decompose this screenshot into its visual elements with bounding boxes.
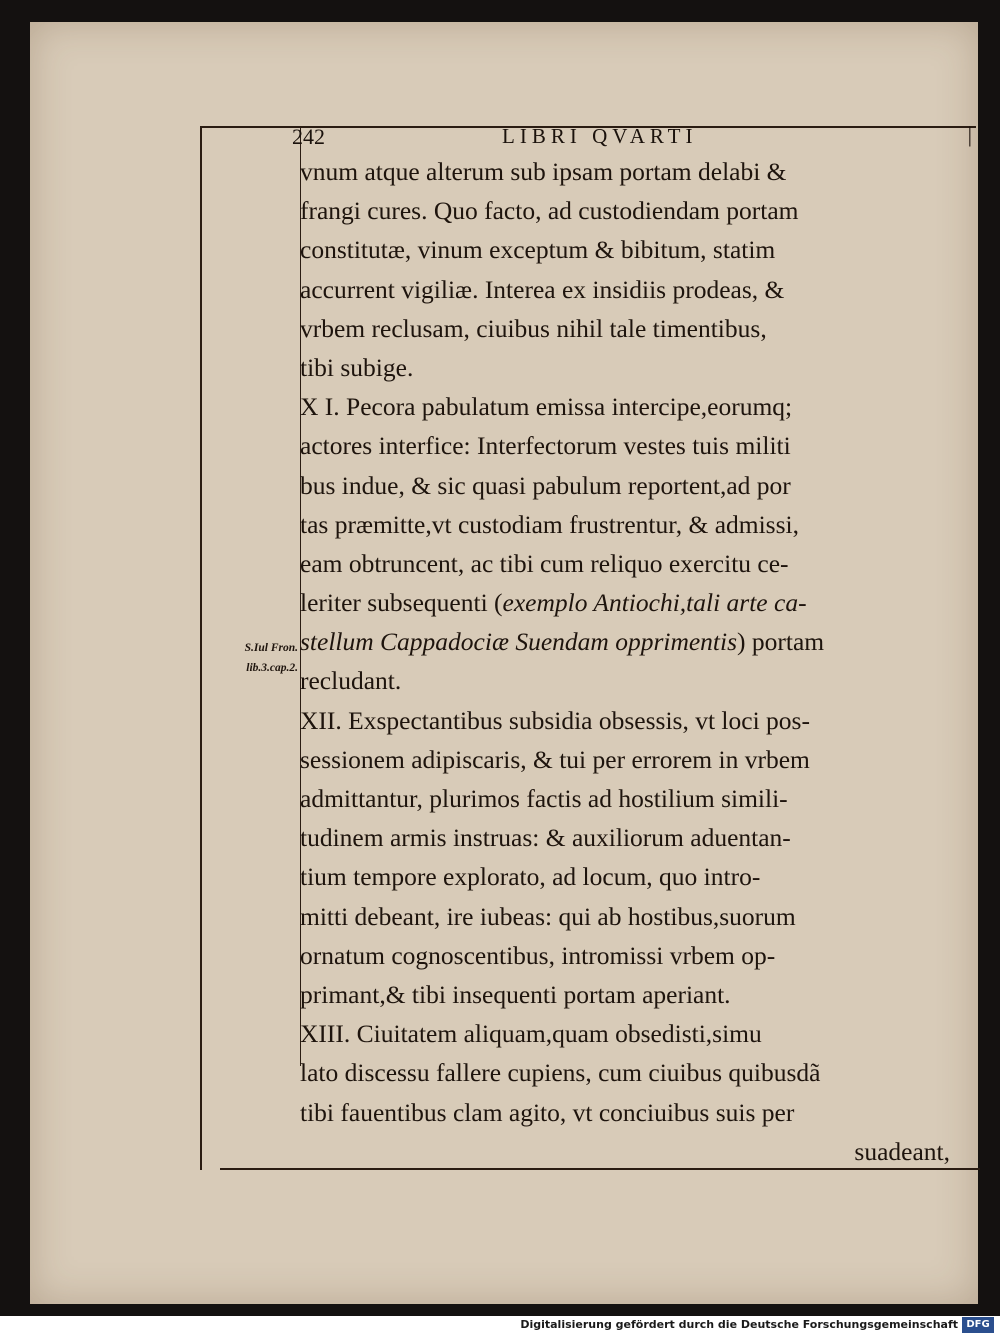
italic-example: exemplo Antiochi,tali arte ca- (502, 588, 807, 618)
text-line: primant,& tibi insequenti portam aperiant. (300, 979, 731, 1009)
text-line: vrbem reclusam, ciuibus nihil tale timentibus, (300, 313, 767, 343)
corner-mark: | (967, 122, 972, 147)
body-text (300, 152, 950, 1171)
text-line: actores interfice: Interfectorum vestes tuis militi (300, 431, 791, 461)
text-line: vnum atque alterum sub ipsam portam delabi & (300, 157, 787, 186)
funding-credit: Digitalisierung gefördert durch die Deutsche Forschungsgemeinschaft (520, 1318, 958, 1331)
page-number: 242 (292, 124, 325, 149)
text-line: accurrent vigiliæ. Interea ex insidiis prodeas, & (300, 274, 785, 304)
text-line: XIII. Ciuitatem aliquam,quam obsedisti,simu (300, 1019, 762, 1049)
text-line: sessionem adipiscaris, & tui per errorem in vrbem (300, 744, 810, 774)
footer-bar (0, 1316, 1000, 1336)
text-line: tium tempore explorato, ad locum, quo intro- (300, 862, 761, 892)
margin-note-line: S.Iul Fron. (244, 642, 298, 654)
text-line: X I. Pecora pabulatum emissa intercipe,eorumq; (300, 392, 793, 422)
text-line: tas præmitte,vt custodiam frustrentur, & admissi, (300, 509, 799, 539)
text-line: XII. Exspectantibus subsidia obsessis, vt loci pos- (300, 705, 810, 735)
text-line (300, 583, 950, 622)
running-head: LIBRI QVARTI (502, 124, 698, 148)
text-fragment: ) portam (737, 627, 825, 657)
text-line: eam obtruncent, ac tibi cum reliquo exercitu ce- (300, 548, 789, 578)
dfg-logo: DFG (962, 1317, 994, 1333)
text-line: mitti debeant, ire iubeas: qui ab hostibus,suorum (300, 901, 796, 931)
left-frame-rule (200, 126, 202, 1170)
text-line: tudinem armis instruas: & auxiliorum aduentan- (300, 823, 791, 853)
margin-note-line: lib.3.cap.2. (246, 662, 298, 674)
italic-continuation: stellum Cappadociæ Suendam opprimentis (300, 627, 738, 657)
text-line: bus indue, & sic quasi pabulum reportent,ad por (300, 470, 791, 500)
book-page (30, 22, 978, 1304)
text-line: recludant. (300, 666, 402, 696)
text-fragment: leriter subsequenti ( (300, 588, 503, 618)
text-line: admittantur, plurimos factis ad hostilium simili- (300, 784, 788, 813)
catchword-line: suadeant, (854, 1136, 950, 1166)
margin-note (206, 638, 298, 678)
text-line: tibi fauentibus clam agito, vt conciuibus suis per (300, 1097, 795, 1127)
text-line: lato discessu fallere cupiens, cum ciuibus quibusdã (300, 1058, 821, 1088)
text-line: constitutæ, vinum exceptum & bibitum, statim (300, 235, 776, 265)
text-line (300, 622, 950, 661)
text-line: ornatum cognoscentibus, intromissi vrbem op- (300, 940, 776, 970)
text-line: frangi cures. Quo facto, ad custodiendam portam (300, 196, 799, 226)
text-line: tibi subige. (300, 352, 414, 382)
